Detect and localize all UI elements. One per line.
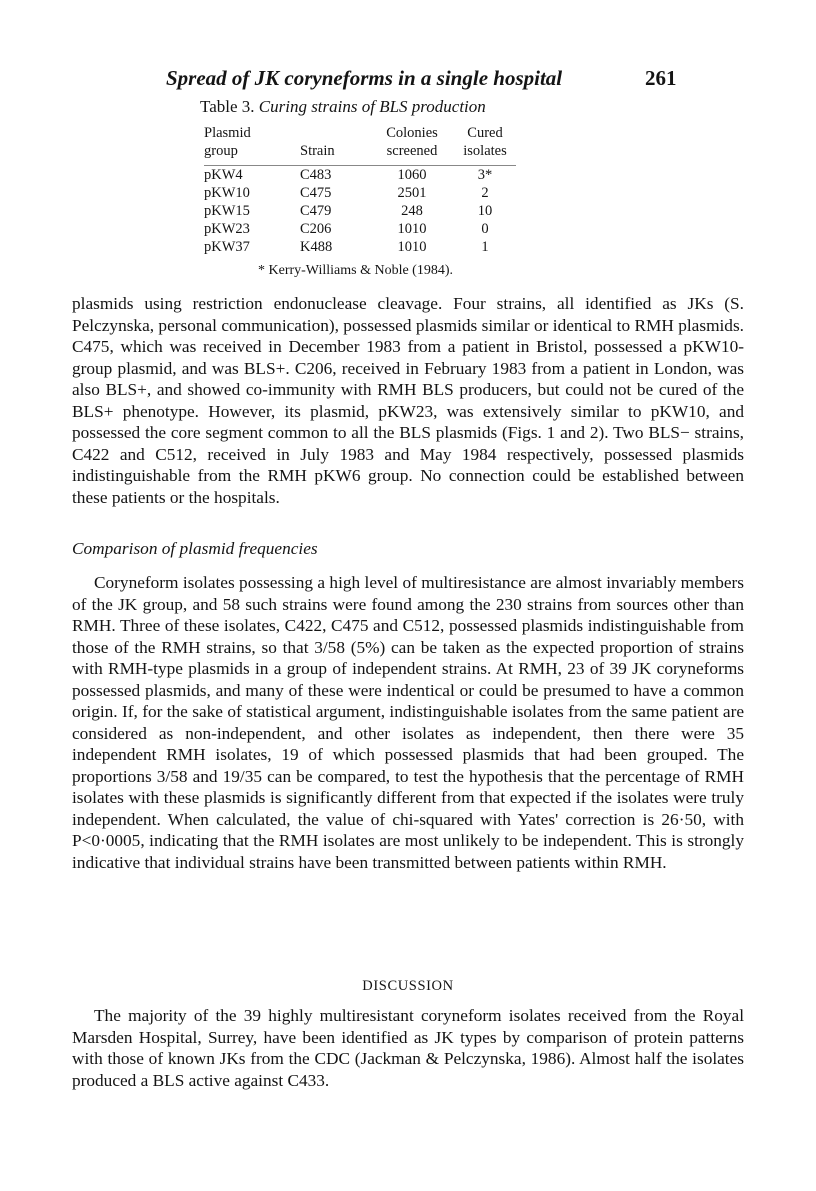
col-header-strain: Strain bbox=[300, 143, 335, 159]
paragraph-plasmid-frequencies: Coryneform isolates possessing a high level of multiresistance are almost invariably members of the JK group, and 58 such strains were found among the 230 strains from sources other than RMH. Three of these isolates, C422, C475 and C512, possessed plasmids indistinguishable from those of the RMH strains, so that 3/58 (5%) can be taken as the expected proportion of strains with RMH-type plasmids in a group of independent strains. At RMH, 23 of 39 JK coryneforms possessed plasmids, and many of these were indentical or could be presumed to have a common origin. If, for the sake of statistical argument, indistinguishable isolates from the same patient are considered as non-independent, and other isolates as independent, then there were 35 independent RMH isolates, 19 of which possessed plasmids that had been grouped. The proportions 3/58 and 19/35 can be compared, to test the hypothesis that the percentage of RMH isolates with these plasmids is significantly different from that expected if the isolates were truly independent. When calculated, the value of chi-squared with Yates' correction is 26·50, with P<0·0005, indicating that the RMH isolates are most unlikely to be independent. This is strongly indicative that individual strains have been transmitted between patients within RMH. bbox=[72, 573, 744, 872]
table-footnote: * Kerry-Williams & Noble (1984). bbox=[258, 263, 454, 278]
col-header-plasmid-group: Plasmid group bbox=[204, 125, 251, 159]
col-header-cured-isolates: Cured isolates bbox=[463, 125, 507, 159]
table-title: Curing strains of BLS production bbox=[258, 97, 486, 116]
table-label: Table 3. bbox=[200, 97, 255, 116]
section-heading: Comparison of plasmid frequencies bbox=[72, 539, 318, 558]
table-row: pKW10 C475 2501 2 bbox=[204, 185, 489, 201]
curing-table bbox=[204, 124, 516, 256]
table-caption bbox=[200, 96, 486, 118]
table-row: pKW23 C206 1010 0 bbox=[204, 221, 489, 237]
discussion-heading: DISCUSSION bbox=[362, 978, 454, 994]
paragraph-discussion: The majority of the 39 highly multiresistant coryneform isolates received from the Royal Marsden Hospital, Surrey, have been identified as JK types by comparison of protein patterns with those of known JKs from the CDC (Jackman & Pelczynska, 1986). Almost half the isolates produced a BLS active against C433. bbox=[72, 1006, 744, 1090]
table-row: pKW4 C483 1060 3* bbox=[204, 166, 516, 185]
page-number: 261 bbox=[645, 66, 677, 90]
paragraph-plasmid-strains: plasmids using restriction endonuclease cleavage. Four strains, all identified as JKs (S. Pelczynska, personal communication), possessed plasmids similar or identical to RMH plasmids. C475, which was received in December 1983 from a patient in Bristol, possessed a pKW10-group plasmid, and was BLS+. C206, received in February 1983 from a patient in London, was also BLS+, and showed co-immunity with RMH BLS producers, but could not be cured of the BLS+ phenotype. However, its plasmid, pKW23, was extensively similar to pKW10, and possessed the core segment common to all the BLS plasmids (Figs. 1 and 2). Two BLS− strains, C422 and C512, received in July 1983 and May 1984 respectively, possessed plasmids indistinguishable from the RMH pKW6 group. No connection could be established between these patients or the hospitals. bbox=[72, 294, 744, 507]
running-title: Spread of JK coryneforms in a single hospital bbox=[166, 66, 563, 90]
col-header-colonies-screened: Colonies screened bbox=[386, 125, 438, 159]
table-row: pKW15 C479 248 10 bbox=[204, 203, 493, 219]
table-row: pKW37 K488 1010 1 bbox=[204, 239, 489, 255]
